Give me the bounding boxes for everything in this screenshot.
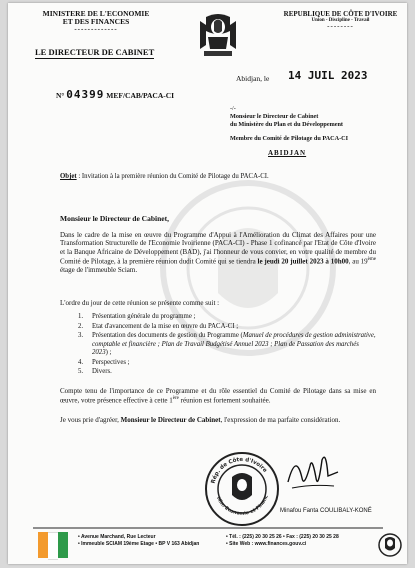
recipient-block (230, 105, 400, 143)
agenda-num: 4. (78, 358, 84, 366)
agenda-num: 2. (78, 322, 84, 330)
subject-line (60, 173, 270, 181)
ivory-coast-flag (38, 532, 68, 558)
agenda-text: Présentation générale du programme ; (92, 313, 196, 320)
republic-motto: Union - Discipline - Travail (311, 18, 370, 23)
paragraph-2-sup: ère (172, 396, 179, 402)
footer-address (78, 534, 199, 548)
agenda-item (78, 323, 376, 331)
subject-label: Objet (60, 173, 77, 180)
footer-divider (8, 527, 407, 529)
ministry-line2: ET DES FINANCES (62, 17, 130, 26)
agenda-tail: ) ; (105, 348, 112, 356)
republic-dash: -------- (327, 22, 354, 30)
recipient-marker: -/- (230, 105, 236, 112)
letter-page (8, 3, 407, 564)
flag-green-band (58, 532, 68, 558)
svg-text:Rép. de Côte d'Ivoire: Rép. de Côte d'Ivoire (210, 456, 268, 485)
official-seal-stamp (204, 451, 280, 527)
meeting-date: le jeudi 20 juillet 2023 à 10h00 (257, 257, 349, 266)
ministry-dash: ------------- (74, 25, 118, 33)
svg-text:Min. Economie et Finances: Min. Economie et Financ (214, 494, 270, 517)
footer-contact (226, 534, 339, 548)
paragraph-1-floor: , au 19 (348, 257, 368, 266)
reference-suffix: MEF/CAB/PACA-CI (106, 91, 175, 100)
paragraph-1-sup: ème (367, 257, 376, 263)
coat-of-arms-icon (196, 11, 240, 59)
reference-digits: 04399 (66, 88, 105, 101)
paragraph-1-text: Dans le cadre de la mise en œuvre du Programme d'Appui à l'Amélioration du Climat des Affaires pour une Transformation Structurelle de l'Economie Ivoirienne (PACA-CI) - Phase 1 cofinancé par l'Etat de Côte d'Ivoire et la Banque Africaine de Développement (BAD), j'ai l'honneur de vous convier, en votre qualité de membre du Comité de Pilotage, à la première réunion dudit Comité qui se tiendra (60, 231, 376, 266)
agenda-list (78, 313, 376, 378)
agenda-num: 3. (78, 332, 84, 340)
agenda-item (78, 313, 376, 321)
paragraph-2-end: réunion est fortement souhaitée. (178, 396, 271, 405)
closing-text: Je vous prie d'agréer, (60, 416, 121, 424)
agenda-text: Divers. (92, 368, 112, 376)
signer-name: Minafou Fanta COULIBALY-KONÉ (280, 508, 372, 514)
agenda-text: Etat d'avancement de la mise en œuvre du PACA-CI ; (92, 322, 239, 330)
agenda-italic: Manuel de procédures de gestion administrative, comptable et financière ; Plan de Travail Budgétisé Annuel 2023 ; Plan de Passation des marchés 2023 (92, 332, 376, 356)
recipient-line2: du Ministère du Plan et du Développement (230, 121, 343, 129)
recipient-line1: Monsieur le Directeur de Cabinet (230, 113, 319, 121)
footer-left-line2: • Immeuble SCIAM 19ème Etage • BP V 163 Abidjan (78, 541, 200, 547)
republic-header (278, 10, 403, 29)
footer-right-line2: • Site Web : www.finances.gouv.ci (226, 541, 307, 547)
subject-text: : Invitation à la première réunion du Comité de Pilotage du PACA-CI. (78, 173, 269, 180)
paragraph-1-end: étage de l'immeuble Sciam. (60, 265, 138, 274)
agenda-num: 5. (78, 368, 84, 376)
reference-prefix: N° (56, 91, 65, 100)
recipient-line3: Membre du Comité de Pilotage du PACA-CI (230, 134, 349, 142)
director-heading: LE DIRECTEUR DE CABINET (35, 47, 155, 57)
agenda-item (78, 332, 376, 357)
paragraph-2 (60, 387, 376, 405)
ministry-header (36, 10, 156, 32)
closing-paragraph (60, 416, 376, 424)
footer-right-line1: • Tél. : (225) 20 30 25 26 • Fax : (225) 20 30 25 28 (226, 534, 339, 540)
salutation: Monsieur le Directeur de Cabinet, (60, 214, 169, 223)
closing-addressee: Monsieur le Directeur de Cabinet (120, 416, 221, 424)
footer-left-line1: • Avenue Marchand, Rue Lecteur (78, 534, 156, 540)
reference-number (56, 88, 174, 101)
paragraph-1 (60, 231, 376, 274)
agenda-item (78, 359, 376, 367)
date-stamp: 14 JUIL 2023 (288, 69, 368, 82)
place-label: Abidjan, le (236, 74, 270, 83)
closing-end: , l'expression de ma parfaite considération. (220, 416, 341, 424)
agenda-text: Présentation des documents de gestion du Programme ( (92, 332, 243, 340)
agenda-intro: L'ordre du jour de cette réunion se présente comme suit : (60, 299, 220, 307)
recipient-city: ABIDJAN (268, 149, 307, 157)
agenda-text: Perspectives ; (92, 358, 130, 366)
agenda-item (78, 368, 376, 376)
paragraph-2-text: Compte tenu de l'importance de ce Programme et du rôle essentiel du Comité de Pilotage dans sa mise en œuvre, votre présence effective à cette 1 (60, 387, 376, 405)
flag-orange-band (38, 532, 48, 558)
ministry-line1: MINISTERE DE L'ECONOMIE (42, 9, 150, 18)
footer-coat-of-arms-icon (378, 531, 402, 559)
flag-white-band (48, 532, 58, 560)
handwritten-signature (282, 448, 342, 496)
agenda-num: 1. (78, 313, 84, 320)
republic-title: REPUBLIQUE DE CÔTE D'IVOIRE (283, 10, 398, 18)
